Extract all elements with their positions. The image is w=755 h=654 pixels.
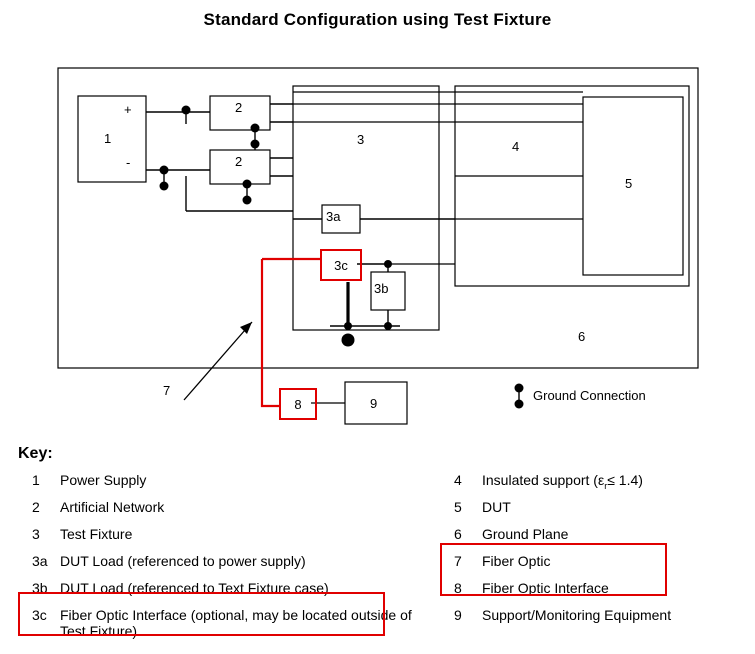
key-item-text: Test Fixture <box>60 526 133 542</box>
key-item <box>440 580 750 607</box>
fiber-optic-callout-arrow <box>184 322 252 400</box>
block-3c <box>320 249 362 281</box>
key-item-text: DUT Load (referenced to Text Fixture case) <box>60 580 329 596</box>
key-item-number: 9 <box>454 607 462 623</box>
ground-dot <box>160 166 169 175</box>
block-2b-label: 2 <box>235 154 243 169</box>
key-item-number: 1 <box>32 472 40 488</box>
polarity-plus-label: + <box>124 102 132 117</box>
key-column-right <box>440 472 750 634</box>
key-item <box>18 553 438 580</box>
key-item-number: 3a <box>32 553 48 569</box>
key-item-number: 2 <box>32 499 40 515</box>
block-9-label: 9 <box>370 396 378 411</box>
key-item-text: DUT <box>482 499 511 515</box>
key-item <box>18 580 438 607</box>
key-item-text: DUT Load (referenced to power supply) <box>60 553 306 569</box>
key-item-text: Fiber Optic Interface (optional, may be located outside of Test Fixture) <box>60 607 412 639</box>
key-item <box>18 472 438 499</box>
key-item-number: 8 <box>454 580 462 596</box>
block-3a-label: 3a <box>326 209 341 224</box>
block-8-label: 8 <box>294 396 302 412</box>
key-item <box>440 472 750 499</box>
ground-dot <box>182 106 191 115</box>
power-supply-boundary <box>78 96 146 182</box>
key-item <box>18 526 438 553</box>
key-column-left <box>18 472 438 647</box>
ground-dot <box>384 260 392 268</box>
key-item-number: 6 <box>454 526 462 542</box>
page-title: Standard Configuration using Test Fixture <box>203 10 552 29</box>
key-item <box>440 553 750 580</box>
ground-dot <box>344 322 352 330</box>
key-item-text: Power Supply <box>60 472 147 488</box>
ground-dot <box>243 196 252 205</box>
block-3-label: 3 <box>357 132 365 147</box>
key-item-number: 5 <box>454 499 462 515</box>
block-2a-label: 2 <box>235 100 243 115</box>
block-5-label: 5 <box>625 176 633 191</box>
block-4-label: 4 <box>512 139 520 154</box>
ground-dot <box>342 334 355 347</box>
ground-dot <box>251 124 260 133</box>
fiber-optic-line <box>262 259 279 406</box>
key-item-text: Insulated support $(\varepsilon_r\le 1.4)$ <box>482 472 643 491</box>
block-8 <box>279 388 317 420</box>
key-item-number: 3c <box>32 607 47 623</box>
key-item-number: 3 <box>32 526 40 542</box>
key-item <box>440 526 750 553</box>
ground-connection-legend-label: Ground Connection <box>533 388 646 403</box>
key-item-text: Fiber Optic Interface <box>482 580 609 596</box>
insulated-support-boundary <box>455 86 689 286</box>
key-item <box>18 499 438 526</box>
block-7-label: 7 <box>163 383 171 398</box>
block-1-label: 1 <box>104 131 112 146</box>
key-item-text: Ground Plane <box>482 526 569 542</box>
key-heading: Key: <box>18 445 53 462</box>
polarity-minus-label: - <box>126 155 131 170</box>
key-item-text: Fiber Optic <box>482 553 551 569</box>
ground-dot <box>160 182 169 191</box>
fiber-optic-callout-arrowhead <box>240 322 252 334</box>
block-6-label: 6 <box>578 329 586 344</box>
key-item-number: 4 <box>454 472 462 488</box>
dut-boundary <box>583 97 683 275</box>
key-item-text: Support/Monitoring Equipment <box>482 607 672 623</box>
key-item-text: Artificial Network <box>60 499 165 515</box>
block-3b-label: 3b <box>374 281 389 296</box>
ground-dot <box>384 322 392 330</box>
key-item <box>440 499 750 526</box>
key-item-number: 3b <box>32 580 48 596</box>
key-section <box>0 440 755 654</box>
key-item-number: 7 <box>454 553 462 569</box>
ground-plane-boundary <box>58 68 698 368</box>
key-item <box>440 607 750 634</box>
ground-dot <box>243 180 252 189</box>
block-3c-label: 3c <box>334 257 348 273</box>
ground-dot <box>251 140 260 149</box>
key-item <box>18 607 438 647</box>
